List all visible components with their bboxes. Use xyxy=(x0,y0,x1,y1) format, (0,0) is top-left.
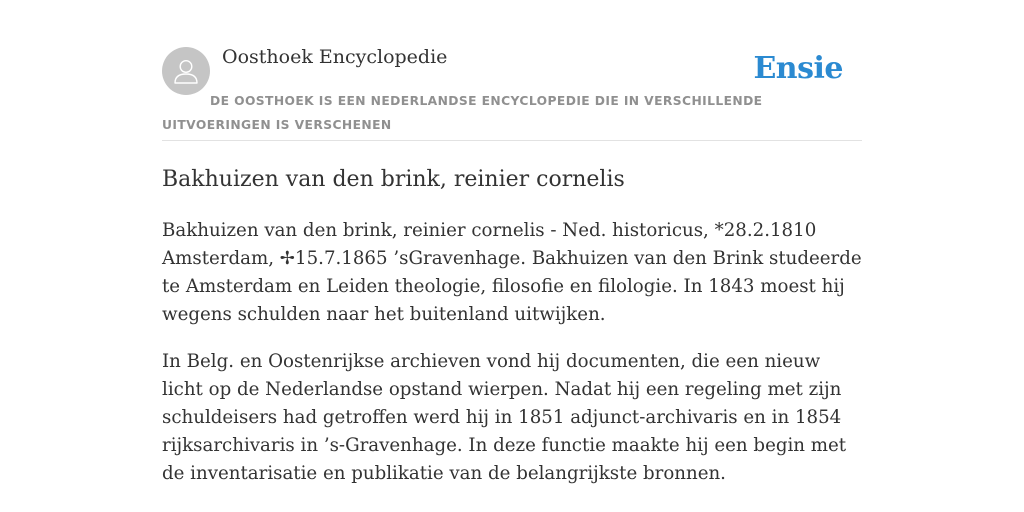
source-name[interactable]: Oosthoek Encyclopedie xyxy=(222,46,448,68)
source-description: DE OOSTHOEK IS EEN NEDERLANDSE ENCYCLOPEDIE DIE IN VERSCHILLENDE UITVOERINGEN IS VERSCHENEN xyxy=(162,94,763,132)
article-title: Bakhuizen van den brink, reinier cornelis xyxy=(162,167,625,192)
article-body xyxy=(162,193,862,488)
brand-logo[interactable]: Ensie xyxy=(753,51,843,86)
article-paragraph: In Belg. en Oostenrijkse archieven vond hij documenten, die een nieuw licht op de Nederlandse opstand wierpen. Nadat hij een regeling met zijn schuldeisers had getroffen werd hij in 1851 adjunct-archivaris en in 1854 rijksarchivaris in ’s-Gravenhage. In deze functie maakte hij een begin met de inventarisatie en publikatie van de belangrijkste bronnen. xyxy=(162,351,847,484)
user-placeholder-icon[interactable] xyxy=(162,47,210,95)
content-column xyxy=(162,0,862,507)
article-paragraph: Bakhuizen van den brink, reinier cornelis - Ned. historicus, *28.2.1810 Amsterdam, ✢15.7.1865 ’sGravenhage. Bakhuizen van den Brink studeerde te Amsterdam en Leiden theologie, filosofie en filologie. In 1843 moest hij wegens schulden naar het buitenland uitwijken. xyxy=(162,220,862,325)
source-header xyxy=(162,0,862,141)
